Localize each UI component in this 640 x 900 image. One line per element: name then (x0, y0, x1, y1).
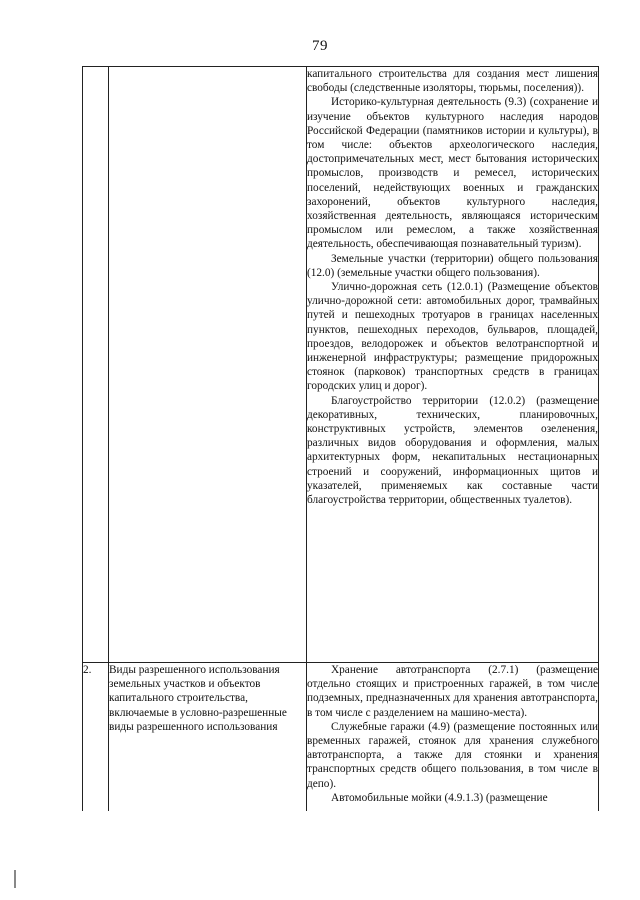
use-type-cell (109, 67, 307, 663)
description-paragraph: Историко-культурная деятельность (9.3) (сохранение и изучение объектов культурного наследия народов Российской Федерации (памятников истории и культуры), в том числе: объектов археологического наследия, достопримечательных мест, мест бытования исторических промыслов, производств и ремесел, исторических поселений, недействующих военных и гражданских захоронений, объектов культурного наследия, хозяйственная деятельность, являющаяся историческим промыслом или ремеслом, а также хозяйственная деятельность, обеспечивающая познавательный туризм). (307, 96, 598, 251)
description-cell (307, 67, 599, 663)
table-row (83, 67, 599, 663)
description-paragraph: Служебные гаражи (4.9) (размещение постоянных или временных гаражей, стоянок для хранения служебного автотранспорта, а также для стоянки и хранения транспортных средств общего пользования, в том числе в депо). (307, 720, 598, 790)
row-number-cell (83, 67, 109, 663)
description-paragraph: Благоустройство территории (12.0.2) (размещение декоративных, технических, планировочных, конструктивных устройств, элементов озеленения, различных видов оборудования и оформления, малых архитектурных форм, некапитальных нестационарных строений и сооружений, информационных щитов и указателей, применяемых как составные части благоустройства территории, общественных туалетов). (307, 394, 598, 507)
description-paragraph: Хранение автотранспорта (2.7.1) (размещение отдельно стоящих и пристроенных гаражей, в том числе подземных, предназначенных для хранения автотранспорта, в том числе с разделением на машино-места). (307, 664, 598, 719)
use-type-cell: Виды разрешенного использования земельных участков и объектов капитального строительства, включаемые в условно-разрешенные виды разрешенного использования (109, 663, 307, 812)
zoning-table (82, 66, 599, 811)
row-number-cell: 2. (83, 663, 109, 812)
page-number: 79 (312, 38, 328, 54)
description-paragraph: Земельные участки (территории) общего пользования (12.0) (земельные участки общего пользования). (307, 252, 598, 279)
description-paragraph: капитального строительства для создания мест лишения свободы (следственные изоляторы, тюрьмы, поселения)). (307, 68, 598, 95)
description-paragraph: Улично-дорожная сеть (12.0.1) (Размещение объектов улично-дорожной сети: автомобильных дорог, трамвайных путей и пешеходных тротуаров в границах населенных пунктов, пешеходных переходов, бульваров, площадей, проездов, велодорожек и объектов велотранспортной и инженерной инфраструктуры; размещение придорожных стоянок (парковок) транспортных средств в границах городских улиц и дорог). (307, 281, 598, 393)
description-paragraph: Автомобильные мойки (4.9.1.3) (размещение (331, 791, 548, 804)
description-cell (307, 663, 599, 812)
scan-artifact (14, 870, 16, 888)
table-row (83, 663, 599, 812)
